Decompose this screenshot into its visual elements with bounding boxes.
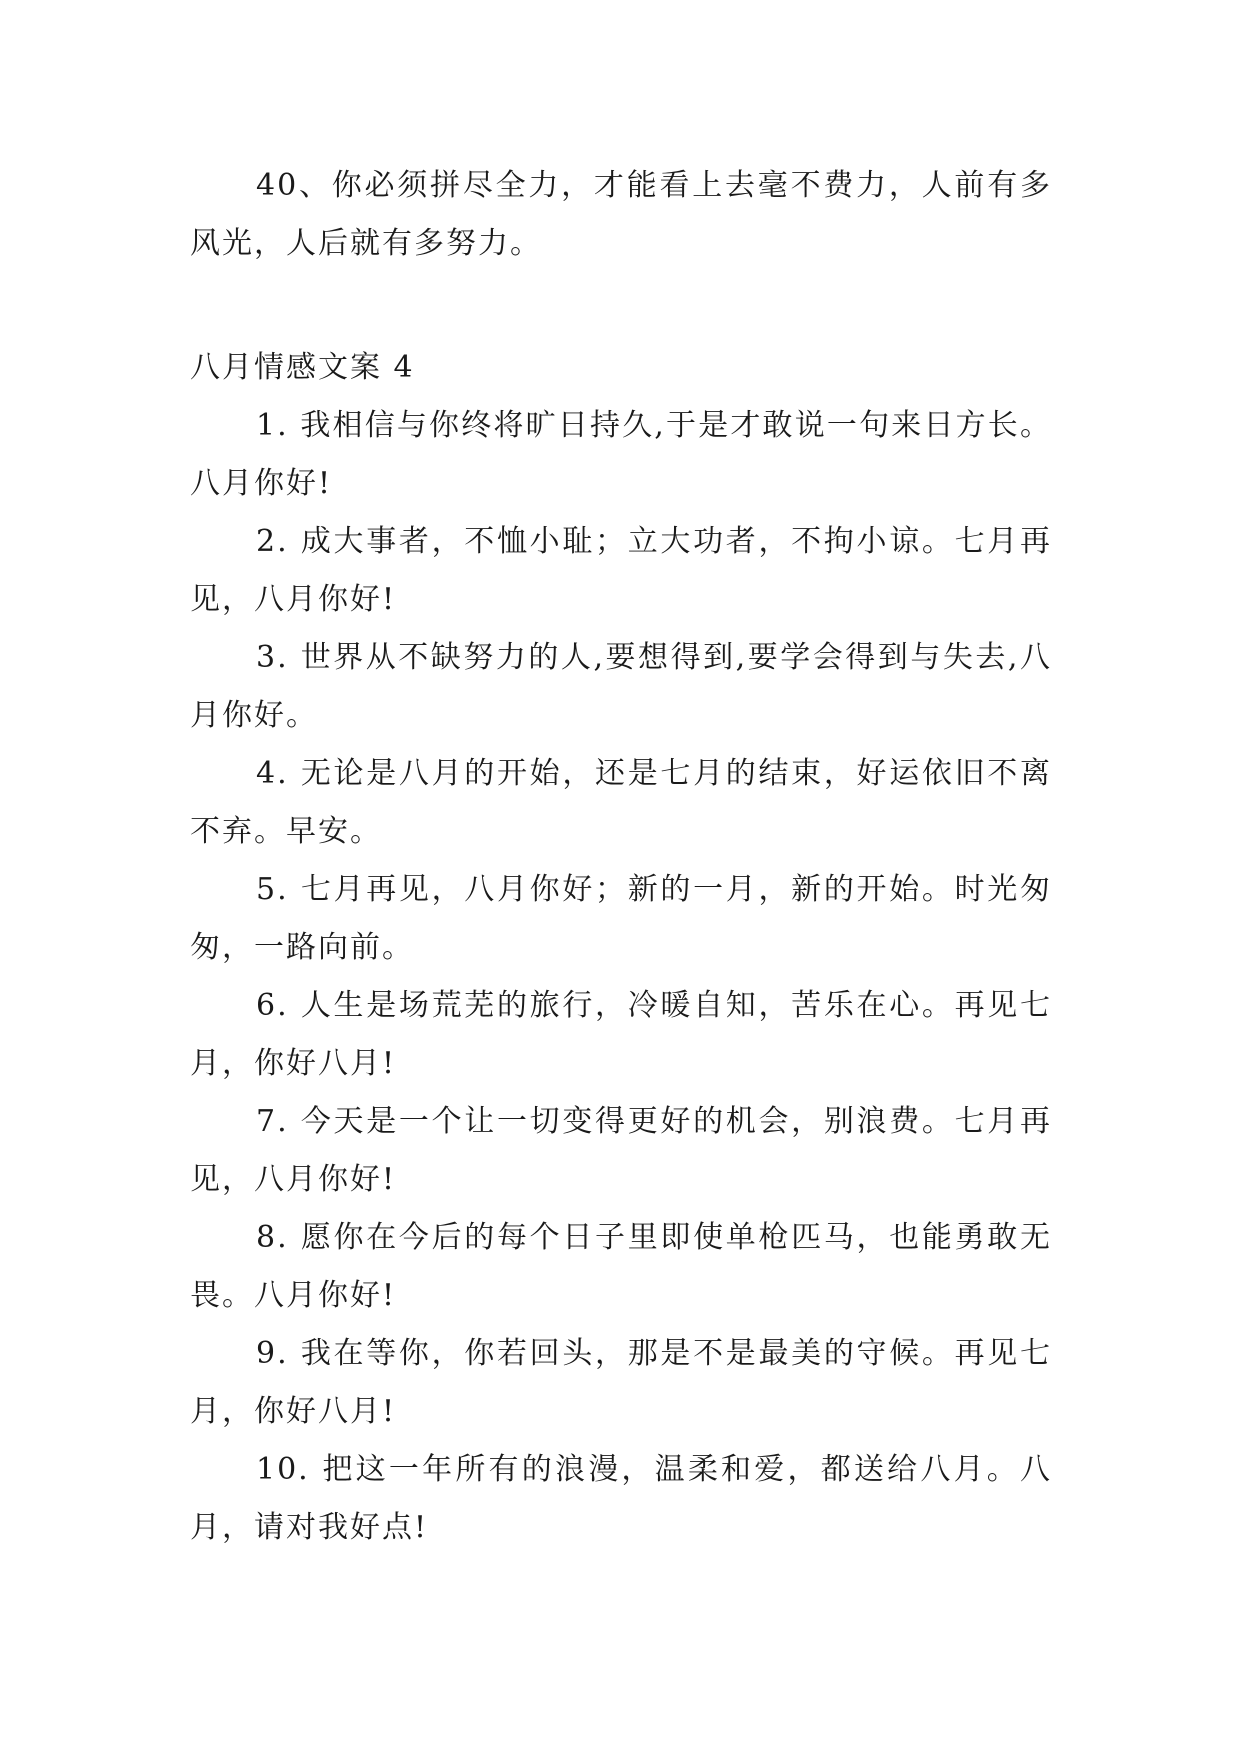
list-item: 2. 成大事者，不恤小耻；立大功者，不拘小谅。七月再见，八月你好! — [190, 524, 1052, 617]
list-item: 1. 我相信与你终将旷日持久,于是才敢说一句来日方长。八月你好! — [190, 408, 1052, 501]
lead-paragraph: 40、你必须拼尽全力，才能看上去毫不费力，人前有多风光，人后就有多努力。 — [190, 168, 1052, 261]
list-item: 3. 世界从不缺努力的人,要想得到,要学会得到与失去,八月你好。 — [190, 640, 1052, 733]
document-body — [190, 157, 1052, 1557]
section-title: 八月情感文案 4 — [190, 350, 415, 385]
list-item: 8. 愿你在今后的每个日子里即使单枪匹马，也能勇敢无畏。八月你好! — [190, 1220, 1052, 1313]
list-item: 10. 把这一年所有的浪漫，温柔和爱，都送给八月。八月，请对我好点! — [190, 1452, 1052, 1545]
list-item: 9. 我在等你，你若回头，那是不是最美的守候。再见七月，你好八月! — [190, 1336, 1052, 1429]
list-item: 7. 今天是一个让一切变得更好的机会，别浪费。七月再见，八月你好! — [190, 1104, 1052, 1197]
list-item: 6. 人生是场荒芜的旅行，冷暖自知，苦乐在心。再见七月，你好八月! — [190, 988, 1052, 1081]
list-item: 5. 七月再见，八月你好；新的一月，新的开始。时光匆匆，一路向前。 — [190, 872, 1052, 965]
list-item: 4. 无论是八月的开始，还是七月的结束，好运依旧不离不弃。早安。 — [190, 756, 1052, 849]
